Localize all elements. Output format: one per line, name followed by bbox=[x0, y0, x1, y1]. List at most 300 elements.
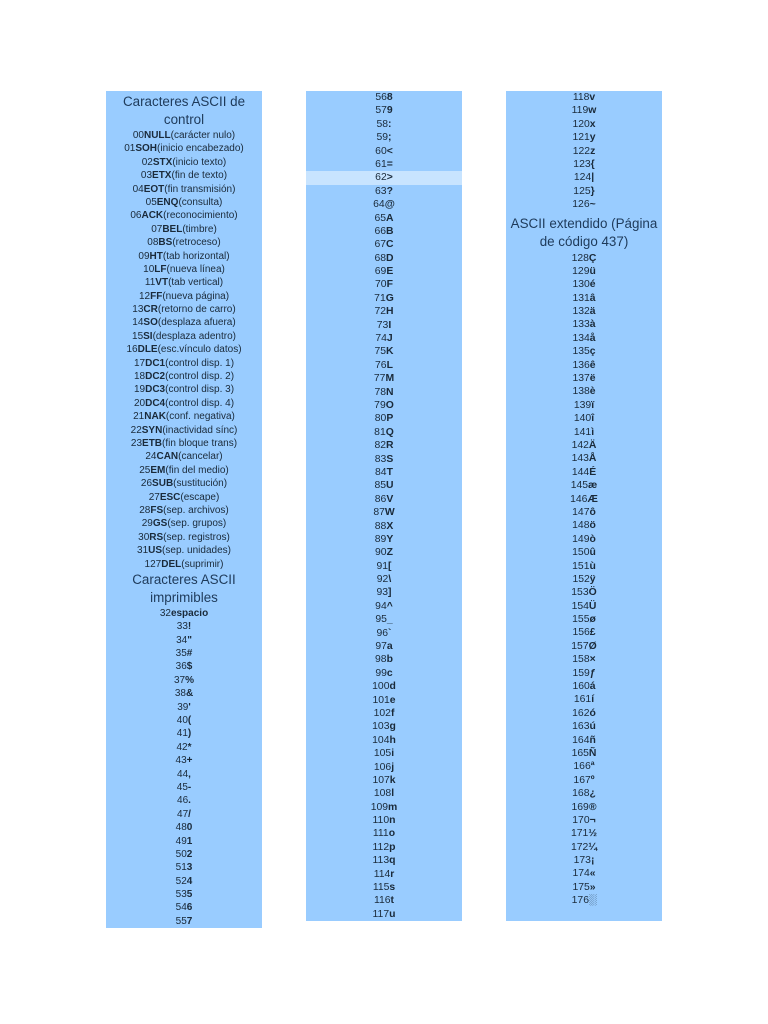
char-row bbox=[106, 727, 262, 740]
char-description: (cancelar) bbox=[178, 451, 223, 463]
char-code: 43 bbox=[175, 755, 187, 767]
char-symbol: EM bbox=[150, 464, 166, 476]
char-code: 67 bbox=[374, 239, 387, 251]
ascii-column-3 bbox=[506, 91, 662, 921]
char-code: 11 bbox=[144, 277, 156, 289]
char-symbol: H bbox=[386, 306, 394, 318]
char-symbol: l bbox=[391, 788, 395, 800]
char-symbol: d bbox=[389, 681, 396, 693]
char-row bbox=[306, 332, 462, 345]
char-row bbox=[106, 808, 262, 821]
char-code: 127 bbox=[144, 558, 162, 570]
char-symbol: espacio bbox=[170, 607, 209, 619]
char-row bbox=[106, 464, 262, 477]
char-code: 118 bbox=[572, 92, 590, 103]
char-description: (retroceso) bbox=[172, 237, 221, 249]
char-row bbox=[106, 674, 262, 687]
char-symbol: E bbox=[386, 266, 394, 278]
char-row bbox=[106, 504, 262, 517]
ascii-column-2 bbox=[306, 91, 462, 921]
char-symbol: e bbox=[389, 694, 396, 706]
char-code: 92 bbox=[376, 574, 389, 586]
char-symbol: â bbox=[589, 292, 596, 304]
char-row bbox=[106, 875, 262, 888]
char-symbol: EOT bbox=[143, 183, 165, 195]
char-symbol: CAN bbox=[156, 451, 179, 463]
char-symbol: î bbox=[591, 413, 595, 425]
char-row bbox=[106, 303, 262, 316]
char-code: 161 bbox=[573, 694, 592, 706]
printable-char-list-continued bbox=[306, 91, 462, 921]
char-description: (sep. grupos) bbox=[167, 518, 227, 530]
char-code: 148 bbox=[572, 520, 590, 532]
char-row bbox=[306, 680, 462, 693]
char-description: (inactividad sínc) bbox=[162, 424, 238, 436]
char-code: 71 bbox=[374, 292, 386, 304]
char-row bbox=[306, 91, 462, 104]
char-symbol: I bbox=[388, 319, 392, 331]
char-row bbox=[506, 546, 662, 559]
char-row bbox=[106, 558, 262, 571]
char-row bbox=[506, 760, 662, 773]
char-symbol: P bbox=[386, 413, 394, 425]
char-symbol: Ü bbox=[588, 600, 597, 612]
char-code: 113 bbox=[372, 855, 390, 867]
char-row bbox=[306, 868, 462, 881]
char-symbol: p bbox=[389, 841, 396, 853]
char-code: 40 bbox=[176, 715, 188, 727]
char-row bbox=[306, 493, 462, 506]
char-row bbox=[506, 399, 662, 412]
char-symbol: DC3 bbox=[145, 384, 166, 396]
char-code: 30 bbox=[138, 531, 150, 543]
char-row bbox=[306, 412, 462, 425]
char-symbol: ! bbox=[187, 621, 192, 633]
char-symbol: Å bbox=[588, 453, 597, 465]
char-row bbox=[506, 667, 662, 680]
char-symbol: X bbox=[386, 520, 394, 532]
char-row bbox=[106, 223, 262, 236]
char-code: 34 bbox=[176, 634, 188, 646]
char-row bbox=[506, 198, 662, 211]
char-code: 149 bbox=[572, 533, 590, 545]
char-code: 19 bbox=[133, 384, 146, 396]
char-description: (control disp. 3) bbox=[165, 384, 235, 396]
char-row bbox=[106, 437, 262, 450]
char-row bbox=[506, 385, 662, 398]
char-code: 152 bbox=[572, 573, 590, 585]
char-code: 69 bbox=[374, 266, 387, 278]
char-code: 88 bbox=[374, 520, 387, 532]
char-symbol: _ bbox=[386, 614, 393, 626]
char-code: 72 bbox=[374, 306, 387, 318]
char-symbol: US bbox=[148, 545, 163, 557]
char-code: 119 bbox=[571, 105, 589, 117]
char-row bbox=[106, 915, 262, 928]
char-description: (timbre) bbox=[182, 223, 217, 235]
char-symbol: NULL bbox=[143, 130, 171, 141]
char-row bbox=[106, 236, 262, 249]
char-code: 122 bbox=[572, 145, 591, 157]
char-code: 47 bbox=[177, 808, 189, 820]
char-symbol: SOH bbox=[135, 143, 158, 155]
char-row bbox=[106, 343, 262, 356]
char-code: 76 bbox=[375, 359, 387, 371]
char-symbol: ó bbox=[589, 707, 596, 719]
char-row bbox=[306, 252, 462, 265]
char-code: 68 bbox=[374, 252, 387, 264]
char-row bbox=[106, 714, 262, 727]
char-symbol: SO bbox=[143, 317, 158, 329]
char-row bbox=[506, 158, 662, 171]
char-code: 103 bbox=[372, 721, 390, 733]
char-symbol: 3 bbox=[186, 862, 193, 874]
ascii-column-1 bbox=[106, 91, 262, 928]
char-description: (escape) bbox=[180, 491, 220, 503]
char-description: (suprimir) bbox=[181, 558, 224, 570]
char-code: 50 bbox=[175, 848, 187, 860]
char-symbol: 5 bbox=[186, 889, 193, 901]
char-row bbox=[306, 600, 462, 613]
char-row bbox=[506, 787, 662, 800]
char-symbol: DEL bbox=[161, 558, 182, 570]
char-code: 24 bbox=[145, 451, 157, 463]
char-description: (tab horizontal) bbox=[162, 250, 230, 262]
char-code: 54 bbox=[175, 902, 187, 914]
char-symbol: W bbox=[384, 507, 395, 519]
char-symbol: J bbox=[386, 333, 393, 345]
char-symbol: | bbox=[591, 172, 595, 184]
char-symbol: z bbox=[590, 145, 596, 157]
char-symbol: n bbox=[389, 815, 396, 827]
char-code: 155 bbox=[572, 614, 590, 626]
char-description: (fin transmisión) bbox=[164, 183, 236, 195]
char-symbol: » bbox=[589, 881, 596, 893]
char-code: 60 bbox=[375, 145, 387, 157]
char-code: 165 bbox=[571, 747, 589, 759]
char-symbol: ESC bbox=[159, 491, 181, 503]
char-symbol: Q bbox=[385, 426, 394, 438]
char-code: 114 bbox=[373, 868, 391, 880]
char-symbol: LF bbox=[154, 263, 167, 275]
char-code: 84 bbox=[375, 466, 387, 478]
char-code: 157 bbox=[571, 640, 589, 652]
char-symbol: ¼ bbox=[588, 841, 597, 853]
char-symbol: [ bbox=[388, 560, 392, 572]
char-row bbox=[306, 827, 462, 840]
char-code: 105 bbox=[373, 748, 392, 760]
char-row bbox=[306, 319, 462, 332]
char-row bbox=[506, 318, 662, 331]
char-row bbox=[106, 290, 262, 303]
char-symbol: ; bbox=[388, 132, 392, 144]
char-symbol: « bbox=[589, 868, 596, 880]
char-code: 49 bbox=[175, 835, 187, 847]
char-row bbox=[506, 252, 662, 265]
char-code: 147 bbox=[572, 506, 590, 518]
char-code: 136 bbox=[572, 359, 590, 371]
char-row bbox=[506, 613, 662, 626]
char-code: 77 bbox=[373, 373, 386, 385]
char-row bbox=[306, 479, 462, 492]
char-row bbox=[506, 506, 662, 519]
char-code: 167 bbox=[573, 774, 591, 786]
char-row bbox=[306, 694, 462, 707]
char-row bbox=[506, 814, 662, 827]
char-row bbox=[506, 640, 662, 653]
char-symbol: u bbox=[389, 908, 396, 920]
char-symbol: Ö bbox=[588, 587, 597, 599]
char-row bbox=[306, 854, 462, 867]
char-row bbox=[506, 171, 662, 184]
char-row bbox=[106, 397, 262, 410]
char-description: (fin bloque trans) bbox=[162, 437, 238, 449]
char-symbol: * bbox=[187, 741, 192, 753]
char-code: 96 bbox=[376, 627, 389, 639]
char-code: 98 bbox=[375, 654, 387, 666]
char-symbol: $ bbox=[186, 661, 193, 673]
char-code: 35 bbox=[175, 648, 187, 660]
char-code: 146 bbox=[570, 493, 588, 505]
char-row bbox=[306, 908, 462, 921]
char-code: 151 bbox=[572, 560, 590, 572]
char-code: 51 bbox=[175, 862, 187, 874]
char-symbol: GS bbox=[152, 518, 168, 530]
char-row bbox=[506, 466, 662, 479]
char-row bbox=[306, 707, 462, 720]
char-symbol: É bbox=[589, 466, 597, 478]
char-code: 134 bbox=[572, 332, 590, 344]
char-row bbox=[506, 519, 662, 532]
char-symbol: ë bbox=[589, 373, 596, 385]
char-row bbox=[306, 305, 462, 318]
char-symbol: m bbox=[388, 801, 398, 813]
char-row bbox=[106, 183, 262, 196]
char-symbol: C bbox=[386, 239, 394, 251]
char-description: (control disp. 4) bbox=[165, 397, 235, 409]
char-code: 164 bbox=[572, 734, 590, 746]
char-symbol: s bbox=[389, 882, 396, 894]
char-row bbox=[306, 145, 462, 158]
char-symbol: 0 bbox=[186, 822, 193, 834]
char-symbol: f bbox=[390, 707, 395, 719]
char-symbol: ░ bbox=[588, 895, 597, 907]
char-description: (sep. registros) bbox=[163, 531, 230, 543]
char-code: 135 bbox=[572, 346, 590, 358]
char-code: 153 bbox=[571, 587, 589, 599]
char-code: 29 bbox=[141, 518, 153, 530]
char-row bbox=[506, 359, 662, 372]
char-code: 78 bbox=[374, 386, 387, 398]
char-description: (desplaza afuera) bbox=[157, 317, 236, 329]
char-symbol: Ä bbox=[588, 439, 597, 451]
char-symbol: = bbox=[386, 158, 393, 170]
char-code: 172 bbox=[570, 841, 589, 853]
char-code: 150 bbox=[572, 547, 590, 559]
char-symbol: # bbox=[186, 648, 193, 660]
char-code: 168 bbox=[572, 788, 590, 800]
char-code: 39 bbox=[177, 701, 189, 713]
printable-char-list bbox=[106, 607, 262, 928]
char-code: 158 bbox=[572, 654, 590, 666]
char-description: (conf. negativa) bbox=[165, 411, 235, 423]
char-symbol: û bbox=[589, 547, 596, 559]
char-row bbox=[106, 370, 262, 383]
char-code: 15 bbox=[132, 330, 144, 342]
char-row bbox=[306, 761, 462, 774]
char-symbol: VT bbox=[155, 277, 169, 289]
char-symbol: FF bbox=[150, 290, 163, 302]
char-row bbox=[106, 316, 262, 329]
char-row bbox=[306, 225, 462, 238]
char-row bbox=[306, 292, 462, 305]
char-row bbox=[306, 238, 462, 251]
char-symbol: & bbox=[185, 688, 194, 700]
char-row bbox=[306, 814, 462, 827]
char-code: 129 bbox=[572, 265, 590, 277]
char-row bbox=[506, 145, 662, 158]
char-symbol: è bbox=[589, 386, 596, 398]
char-code: 133 bbox=[572, 319, 590, 331]
char-row bbox=[106, 781, 262, 794]
char-row bbox=[306, 640, 462, 653]
char-code: 59 bbox=[376, 132, 389, 144]
char-symbol: DLE bbox=[137, 344, 158, 356]
section-heading-control: Caracteres ASCII de control bbox=[122, 94, 246, 127]
char-row bbox=[506, 91, 662, 104]
char-code: 41 bbox=[176, 728, 188, 740]
char-row bbox=[106, 491, 262, 504]
char-row bbox=[506, 680, 662, 693]
char-symbol: 8 bbox=[386, 92, 393, 103]
char-symbol: HT bbox=[149, 250, 163, 262]
char-symbol: > bbox=[386, 172, 393, 184]
char-row bbox=[506, 439, 662, 452]
char-symbol: ä bbox=[589, 306, 596, 318]
char-row bbox=[306, 613, 462, 626]
char-code: 25 bbox=[139, 464, 151, 476]
char-symbol: ETB bbox=[142, 437, 163, 449]
char-code: 57 bbox=[375, 105, 387, 117]
char-row bbox=[106, 794, 262, 807]
char-row bbox=[506, 533, 662, 546]
char-row bbox=[306, 118, 462, 131]
char-code: 170 bbox=[572, 814, 590, 826]
char-description: (inicio encabezado) bbox=[157, 143, 244, 155]
char-symbol: Ñ bbox=[588, 747, 597, 759]
char-row bbox=[506, 292, 662, 305]
char-row bbox=[306, 520, 462, 533]
char-row bbox=[306, 278, 462, 291]
char-code: 45 bbox=[176, 781, 188, 793]
char-row bbox=[506, 653, 662, 666]
char-row bbox=[306, 386, 462, 399]
char-code: 86 bbox=[374, 493, 387, 505]
char-code: 74 bbox=[375, 333, 387, 345]
char-symbol: F bbox=[386, 279, 393, 291]
char-code: 95 bbox=[375, 614, 387, 626]
char-code: 18 bbox=[133, 371, 146, 383]
char-row bbox=[106, 263, 262, 276]
char-symbol: k bbox=[389, 774, 396, 786]
char-symbol: { bbox=[590, 158, 595, 170]
char-code: 70 bbox=[375, 279, 387, 291]
char-row bbox=[306, 198, 462, 211]
char-row bbox=[306, 586, 462, 599]
char-description: (sep. unidades) bbox=[162, 545, 231, 557]
char-row bbox=[306, 104, 462, 117]
char-code: 36 bbox=[175, 661, 187, 673]
char-row bbox=[306, 560, 462, 573]
char-row bbox=[106, 647, 262, 660]
char-row bbox=[506, 278, 662, 291]
char-code: 01 bbox=[124, 143, 136, 155]
char-symbol: 6 bbox=[186, 902, 193, 914]
char-description: (tab vertical) bbox=[168, 277, 224, 289]
char-row bbox=[306, 158, 462, 171]
char-row bbox=[506, 720, 662, 733]
char-row bbox=[306, 734, 462, 747]
char-description: (nueva línea) bbox=[166, 263, 225, 275]
char-symbol: ETX bbox=[152, 170, 172, 182]
char-code: 32 bbox=[159, 607, 171, 619]
char-code: 145 bbox=[570, 480, 589, 492]
char-code: 10 bbox=[143, 263, 155, 275]
char-symbol: £ bbox=[589, 627, 596, 639]
char-code: 138 bbox=[572, 386, 590, 398]
char-code: 13 bbox=[132, 304, 144, 316]
char-code: 117 bbox=[372, 908, 390, 920]
char-symbol: SUB bbox=[152, 478, 174, 490]
char-code: 28 bbox=[139, 504, 151, 516]
char-row bbox=[506, 626, 662, 639]
char-row bbox=[506, 131, 662, 144]
char-symbol: ü bbox=[589, 265, 596, 277]
char-symbol: Ç bbox=[588, 252, 597, 264]
char-symbol: Y bbox=[386, 533, 394, 545]
control-char-list bbox=[106, 129, 262, 571]
char-code: 56 bbox=[375, 92, 387, 103]
char-symbol: - bbox=[187, 781, 192, 793]
char-row bbox=[506, 693, 662, 706]
char-symbol: FS bbox=[150, 504, 164, 516]
char-description: (retorno de carro) bbox=[157, 304, 236, 316]
char-symbol: ô bbox=[589, 506, 596, 518]
char-code: 85 bbox=[374, 480, 387, 492]
char-symbol: q bbox=[389, 855, 396, 867]
char-row bbox=[106, 477, 262, 490]
char-row bbox=[306, 171, 462, 184]
char-symbol: % bbox=[185, 674, 195, 686]
char-row bbox=[306, 439, 462, 452]
section-heading-extended: ASCII extendido (Página de código 437) bbox=[510, 215, 658, 249]
char-description: (carácter nulo) bbox=[170, 130, 236, 141]
char-row bbox=[506, 600, 662, 613]
char-row bbox=[306, 573, 462, 586]
char-symbol: ¿ bbox=[589, 788, 596, 800]
char-row bbox=[306, 185, 462, 198]
char-code: 115 bbox=[372, 882, 390, 894]
char-row bbox=[306, 372, 462, 385]
char-symbol: B bbox=[386, 225, 394, 237]
char-row bbox=[306, 359, 462, 372]
char-code: 02 bbox=[141, 156, 153, 168]
char-code: 07 bbox=[151, 223, 163, 235]
char-symbol: . bbox=[188, 795, 191, 807]
char-code: 44 bbox=[177, 768, 189, 780]
char-code: 87 bbox=[373, 507, 385, 519]
char-symbol: ' bbox=[188, 701, 191, 713]
